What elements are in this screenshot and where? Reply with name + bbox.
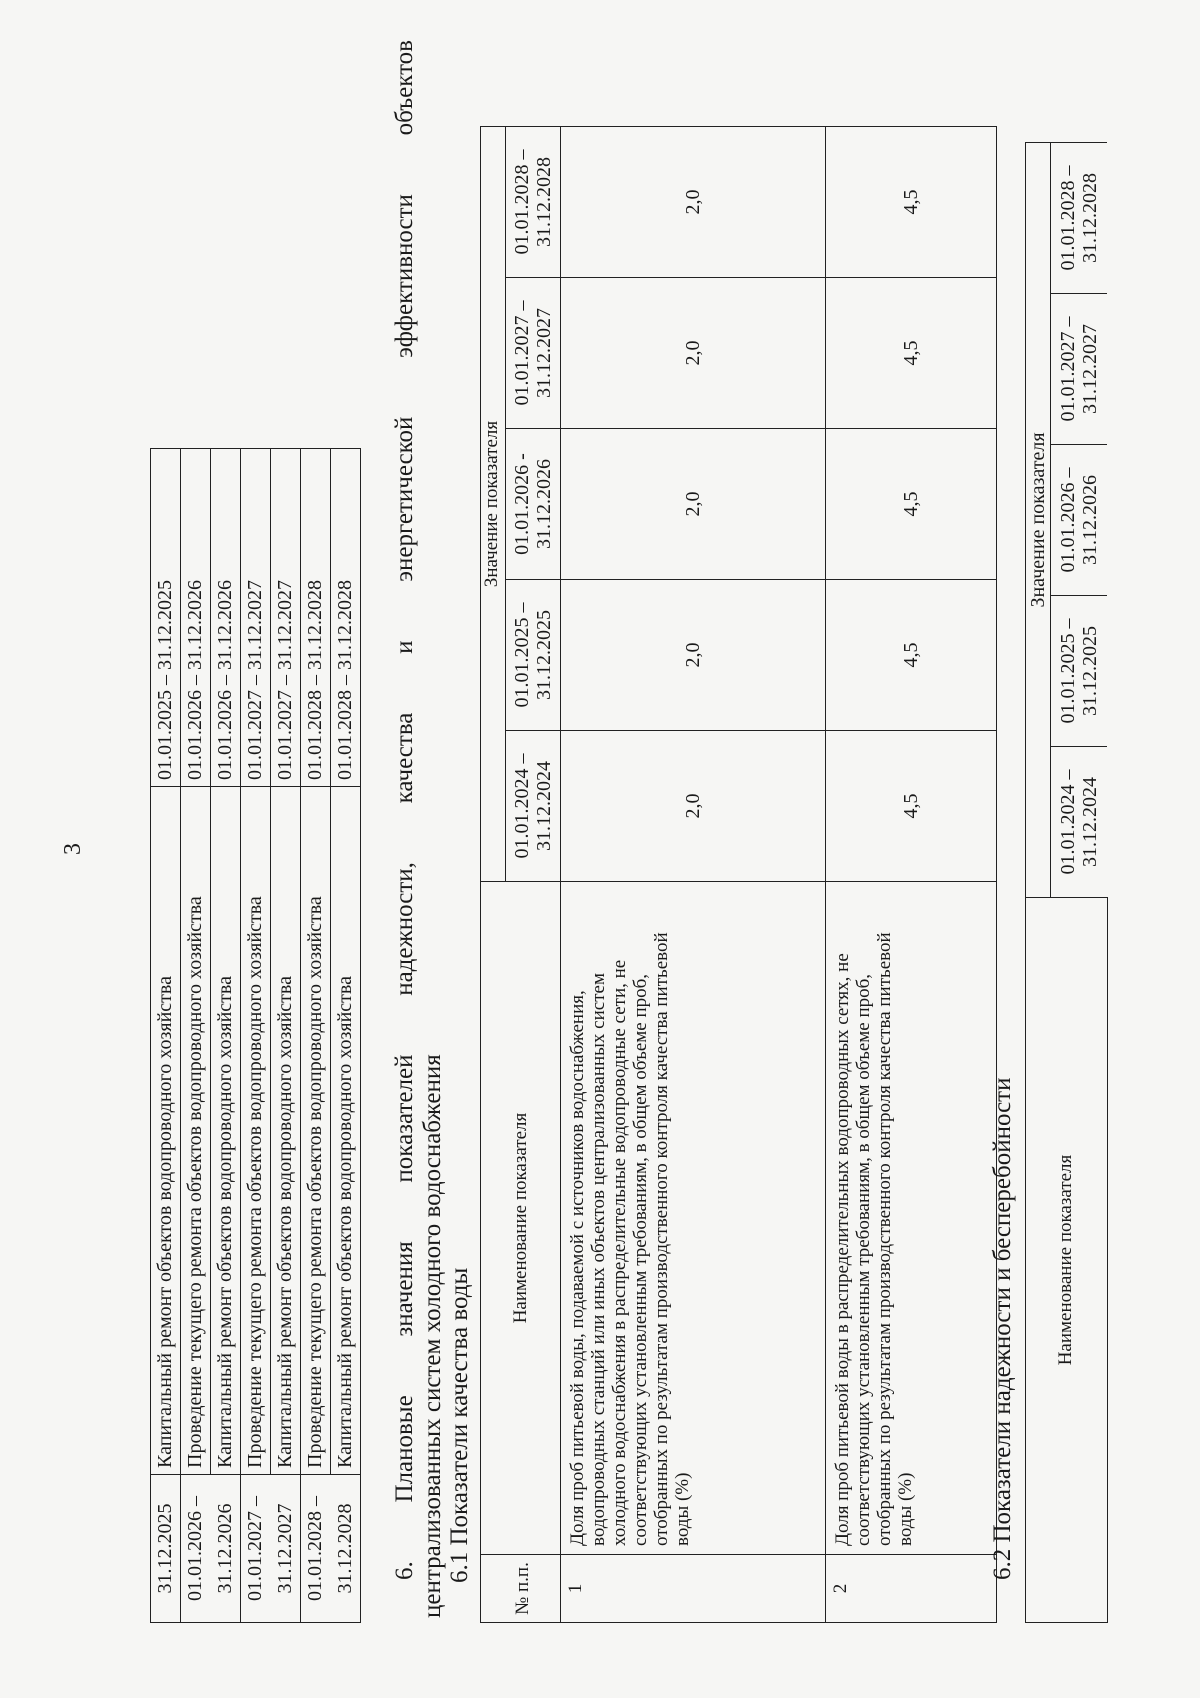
reliability-header-row	[1026, 143, 1051, 1623]
schedule-period-cell: 31.12.2027	[271, 1475, 301, 1623]
indicator-value-cell: 2,0	[561, 429, 826, 580]
period-header-cell: 01.01.2026 – 31.12.2026	[1051, 445, 1108, 596]
period-header-cell: 01.01.2025 – 31.12.2025	[1051, 596, 1108, 747]
schedule-period-cell: 31.12.2025	[151, 1475, 181, 1623]
schedule-row	[241, 449, 271, 1623]
indicator-value-cell: 4,5	[826, 278, 997, 429]
schedule-dates-cell: 01.01.2025 – 31.12.2025	[151, 449, 181, 787]
schedule-work-cell: Капитальный ремонт объектов водопроводного хозяйства	[211, 787, 241, 1475]
period-header-cell: 01.01.2026 - 31.12.2026	[506, 429, 561, 580]
indicator-name-cell: Доля проб питьевой воды, подаваемой с источников водоснабжения, водопроводных станций или иных объектов централизованных систем холодного водоснабжения в распределительные водопроводные сети, не соответствующих установленным требованиям, в общем объеме проб, отобранных по результатам производственного контроля качества питьевой воды (%)	[561, 882, 826, 1555]
schedule-row	[211, 449, 241, 1623]
quality-header-row	[481, 127, 506, 1623]
schedule-period-cell: 01.01.2026 –	[181, 1475, 211, 1623]
schedule-row	[181, 449, 211, 1623]
subsection-6-2-title: 6.2 Показатели надежности и бесперебойности	[989, 1077, 1016, 1580]
schedule-work-cell: Капитальный ремонт объектов водопроводного хозяйства	[331, 787, 361, 1475]
reliability-header-value-group: Значение показателя	[1026, 143, 1051, 898]
period-header-cell: 01.01.2024 – 31.12.2024	[506, 731, 561, 882]
schedule-work-cell: Капитальный ремонт объектов водопроводного хозяйства	[271, 787, 301, 1475]
schedule-work-cell: Проведение текущего ремонта объектов водопроводного хозяйства	[181, 787, 211, 1475]
indicator-value-cell: 2,0	[561, 731, 826, 882]
indicator-value-cell: 4,5	[826, 580, 997, 731]
period-header-cell: 01.01.2027 – 31.12.2027	[1051, 294, 1108, 445]
indicator-value-cell: 4,5	[826, 127, 997, 278]
schedule-work-cell: Проведение текущего ремонта объектов водопроводного хозяйства	[241, 787, 271, 1475]
period-header-cell: 01.01.2028 – 31.12.2028	[506, 127, 561, 278]
indicator-value-cell: 2,0	[561, 580, 826, 731]
quality-table-row	[561, 127, 826, 1623]
section-6-title-continuation: централизованных систем холодного водоснабжения	[419, 1054, 446, 1618]
schedule-period-cell: 31.12.2026	[211, 1475, 241, 1623]
reliability-header-indicator-name: Наименование показателя	[1026, 898, 1108, 1623]
indicator-name-cell: Доля проб питьевой воды в распределительных водопроводных сетях, не соответствующих установленным требованиям, в общем объеме проб, отобранных по результатам производственного контроля качества питьевой воды (%)	[826, 882, 997, 1555]
schedule-dates-cell: 01.01.2028 – 31.12.2028	[301, 449, 331, 787]
schedule-dates-cell: 01.01.2026 – 31.12.2026	[211, 449, 241, 787]
schedule-row	[301, 449, 331, 1623]
schedule-dates-cell: 01.01.2026 – 31.12.2026	[181, 449, 211, 787]
schedule-dates-cell: 01.01.2028 – 31.12.2028	[331, 449, 361, 787]
schedule-row	[271, 449, 301, 1623]
header-indicator-value-group: Значение показателя	[481, 127, 506, 882]
header-row-number: № п.п.	[481, 1555, 561, 1623]
reliability-table	[1025, 142, 1108, 1623]
repair-schedule-table	[150, 448, 361, 1623]
repair-schedule-body	[151, 449, 361, 1623]
indicator-value-cell: 2,0	[561, 127, 826, 278]
indicator-value-cell: 4,5	[826, 731, 997, 882]
page-number: 3	[60, 843, 86, 855]
row-number-cell: 1	[561, 1555, 826, 1623]
schedule-dates-cell: 01.01.2027 – 31.12.2027	[271, 449, 301, 787]
indicator-value-cell: 2,0	[561, 278, 826, 429]
schedule-period-cell: 31.12.2028	[331, 1475, 361, 1623]
subsection-6-1-title: 6.1 Показатели качества воды	[446, 1267, 473, 1583]
schedule-period-cell: 01.01.2027 –	[241, 1475, 271, 1623]
schedule-row	[331, 449, 361, 1623]
indicator-value-cell: 4,5	[826, 429, 997, 580]
quality-table-row	[826, 127, 997, 1623]
period-header-cell: 01.01.2027 – 31.12.2027	[506, 278, 561, 429]
schedule-dates-cell: 01.01.2027 – 31.12.2027	[241, 449, 271, 787]
period-header-cell: 01.01.2025 – 31.12.2025	[506, 580, 561, 731]
schedule-row	[151, 449, 181, 1623]
row-number-cell: 2	[826, 1555, 997, 1623]
schedule-work-cell: Проведение текущего ремонта объектов водопроводного хозяйства	[301, 787, 331, 1475]
quality-table-body	[561, 127, 997, 1623]
header-indicator-name: Наименование показателя	[481, 882, 561, 1555]
water-quality-table	[480, 126, 997, 1623]
period-header-cell: 01.01.2024 – 31.12.2024	[1051, 747, 1108, 898]
schedule-period-cell: 01.01.2028 –	[301, 1475, 331, 1623]
section-6-title: 6. Плановые значения показателей надежности, качества и энергетической эффективности объектов	[391, 40, 418, 1580]
period-header-cell: 01.01.2028 – 31.12.2028	[1051, 143, 1108, 294]
schedule-work-cell: Капитальный ремонт объектов водопроводного хозяйства	[151, 787, 181, 1475]
